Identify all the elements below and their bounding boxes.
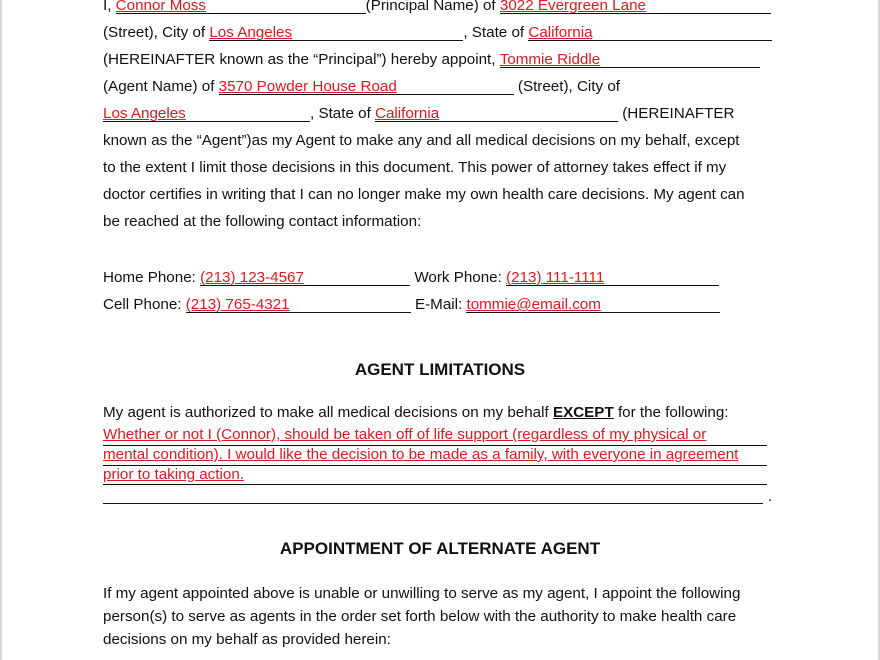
cell-phone-field[interactable]: (213) 765-4321	[186, 295, 411, 315]
email-field[interactable]: tommie@email.com	[466, 295, 720, 315]
alternate-line-1: If my agent appointed above is unable or unwilling to serve as my agent, I appoint the following	[103, 585, 741, 602]
alternate-line-3: decisions on my behalf as provided herein:	[103, 631, 391, 648]
agent-street-line: (Agent Name) of 3570 Powder House Road (Street), City of	[103, 78, 621, 95]
work-phone-field[interactable]: (213) 111-1111	[506, 268, 719, 288]
limitations-intro: My agent is authorized to make all medical decisions on my behalf EXCEPT for the following:	[103, 404, 729, 421]
page-left-edge	[0, 0, 2, 660]
phone-row-1: Home Phone: (213) 123-4567 Work Phone: (213) 111-1111	[103, 268, 719, 288]
except-label: EXCEPT	[552, 404, 614, 421]
phone-row-2: Cell Phone: (213) 765-4321 E-Mail: tommie@email.com	[103, 295, 720, 315]
agent-name-field[interactable]: Tommie Riddle	[500, 50, 760, 70]
alternate-line-2: person(s) to serve as agents in the order set forth below with the authority to make health care	[103, 608, 737, 625]
principal-name-field[interactable]: Connor Moss	[116, 0, 366, 16]
principal-state-field[interactable]: California	[528, 23, 772, 43]
agent-street-field[interactable]: 3570 Powder House Road	[219, 77, 514, 97]
limitation-line-2[interactable]: mental condition). I would like the decision to be made as a family, with everyone in agreement	[103, 446, 739, 463]
limitation-period: .	[768, 488, 773, 505]
principal-city-field[interactable]: Los Angeles	[209, 23, 463, 43]
agent-limitations-heading: AGENT LIMITATIONS	[354, 360, 526, 379]
agent-city-line: Los Angeles , State of California (HEREINAFTER	[103, 105, 735, 122]
agent-city-field[interactable]: Los Angeles	[103, 104, 310, 124]
home-phone-field[interactable]: (213) 123-4567	[200, 268, 410, 288]
agent-state-field[interactable]: California	[375, 104, 618, 124]
principal-street-field[interactable]: 3022 Evergreen Lane	[500, 0, 771, 16]
paragraph-line-3: doctor certifies in writing that I can no longer make my own health care decisions. My agent can	[103, 186, 745, 203]
principal-line: I, Connor Moss (Principal Name) of 3022 Evergreen Lane	[103, 0, 771, 16]
appoint-line: (HEREINAFTER known as the “Principal”) hereby appoint, Tommie Riddle	[103, 50, 760, 70]
limitation-line-3[interactable]: prior to taking action.	[103, 466, 244, 483]
paragraph-line-4: be reached at the following contact information:	[103, 213, 422, 230]
limitation-line-1[interactable]: Whether or not I (Connor), should be taken off of life support (regardless of my physical or	[103, 426, 707, 443]
alternate-agent-heading: APPOINTMENT OF ALTERNATE AGENT	[279, 539, 601, 558]
paragraph-line-2: to the extent I limit those decisions in this document. This power of attorney takes effect if my	[103, 159, 727, 176]
limitation-rule-4	[103, 503, 763, 504]
principal-city-line: (Street), City of Los Angeles , State of California	[103, 23, 772, 43]
paragraph-line-1: known as the “Agent”)as my Agent to make any and all medical decisions on my behalf, except	[103, 132, 740, 149]
